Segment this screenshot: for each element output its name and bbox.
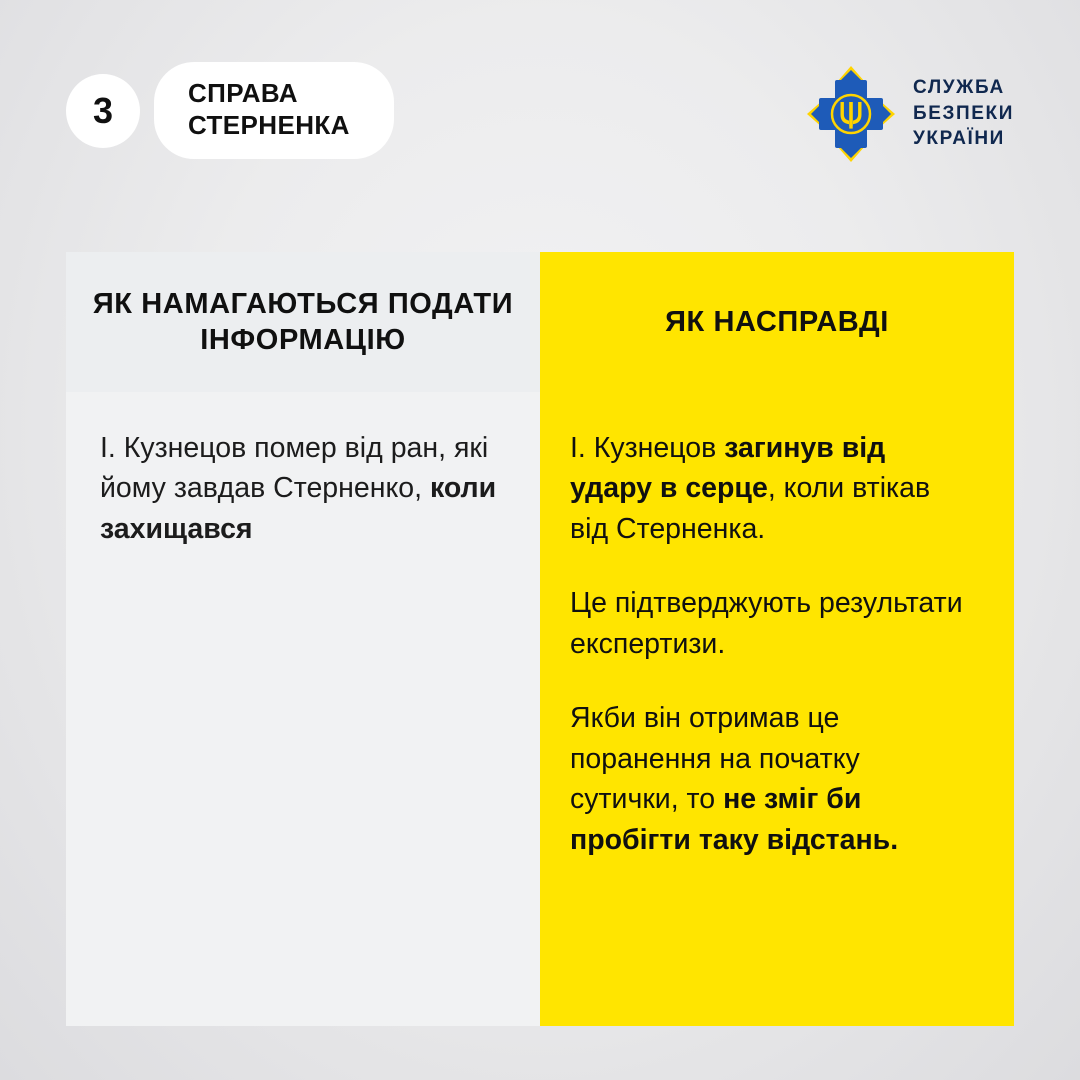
text-run: І. Кузнецов xyxy=(570,432,725,464)
text-run: Якби він отримав це поранення на початку сутички, то xyxy=(570,702,860,816)
sbu-logo-line-2: БЕЗПЕКИ xyxy=(912,102,1014,124)
slide-number: 3 xyxy=(92,89,114,131)
sbu-logo-line-3: УКРАЇНИ xyxy=(912,128,1005,150)
header-left-group xyxy=(66,62,394,159)
comparison-columns xyxy=(66,252,1014,1026)
paragraph xyxy=(570,698,974,860)
text-run: Це підтверджують результати експертизи. xyxy=(570,587,963,660)
column-claim-heading: ЯК НАМАГАЮТЬСЯ ПОДАТИ ІНФОРМАЦІЮ xyxy=(92,287,514,356)
page-title-line-1: СПРАВА xyxy=(188,78,298,108)
paragraph xyxy=(570,428,974,549)
column-claim-header xyxy=(66,252,540,392)
page-title-line-2: СТЕРНЕНКА xyxy=(188,109,350,140)
paragraph xyxy=(100,428,500,549)
paragraph xyxy=(570,583,974,664)
text-run-bold: загинув від удару в серце xyxy=(570,432,886,505)
column-truth xyxy=(540,252,1014,1026)
slide-number-badge xyxy=(66,74,140,148)
column-claim xyxy=(66,252,540,1026)
sbu-logo-text xyxy=(913,77,1014,150)
text-run: , коли втікав від Стерненка. xyxy=(570,472,931,545)
column-claim-body xyxy=(66,396,540,1026)
sbu-cross-emblem-icon xyxy=(805,64,897,164)
column-truth-heading: ЯК НАСПРАВДІ xyxy=(665,305,889,338)
sbu-logo-line-1: СЛУЖБА xyxy=(912,77,1005,99)
header xyxy=(66,62,1014,162)
text-run: І. Кузнецов помер від ран, які йому завдав Стерненко, xyxy=(100,432,489,505)
column-truth-body xyxy=(540,396,1014,1026)
page-title xyxy=(154,62,394,159)
text-run-bold: коли захищався xyxy=(100,472,497,545)
column-truth-header xyxy=(540,252,1014,392)
sbu-logo xyxy=(805,64,1014,164)
text-run-bold: не зміг би пробігти таку відстань. xyxy=(570,783,899,856)
